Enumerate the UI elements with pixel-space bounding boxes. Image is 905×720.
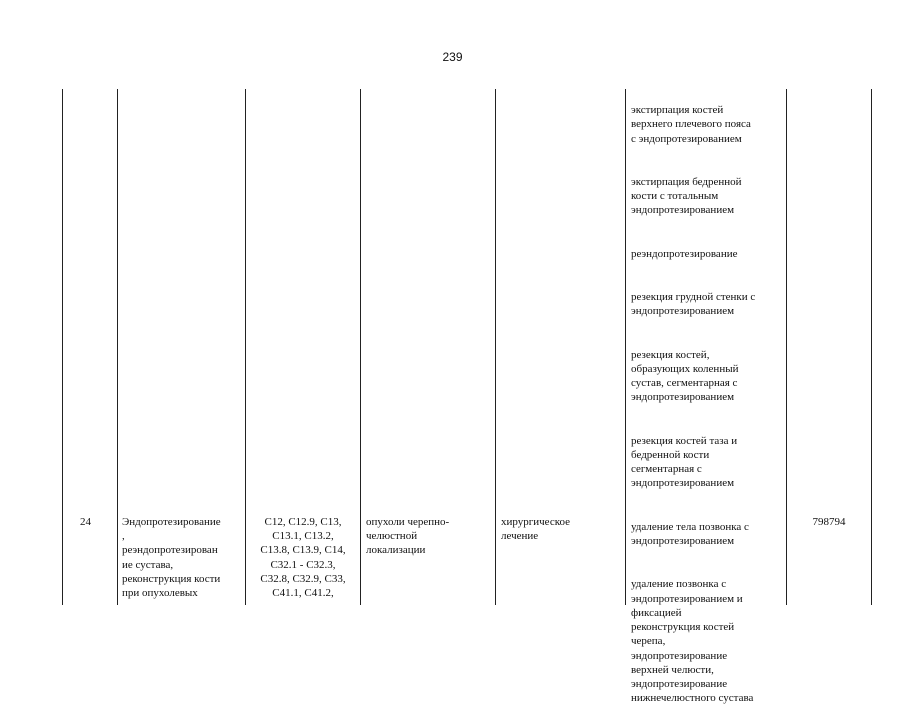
method-item: резекция костей таза и бедренной кости сегментарная с эндопротезированием [631,434,738,490]
method-item: экстирпация бедренной кости с тотальным эндопротезированием [631,176,742,217]
method-item: резекция грудной стенки с эндопротезированием [631,291,756,318]
table-column-border [625,89,626,605]
table-column-border [495,89,496,605]
table-column-border [117,89,118,605]
row-model-cell: опухоли черепно- челюстной локализации [366,516,450,557]
row-name-cell: Эндопротезирование , реэндопротезирован ие сустава, реконструкция кости при опухолевых [122,516,221,600]
table-column-border [360,89,361,605]
page-number: 239 [442,50,463,64]
row-number: 24 [80,516,91,528]
table-column-border [786,89,787,605]
method-item: удаление тела позвонка с эндопротезированием [631,520,749,548]
method-item: реэндопротезирование [631,247,738,260]
method-item: удаление позвонка с эндопротезированием и фиксацией реконструкция костей черепа, эндопротезирование верхней челюсти, эндопротезирование нижнечелюстного сустава [631,578,754,705]
table-column-border [871,89,872,605]
method-item: экстирпация костей верхнего плечевого пояса с эндопротезированием [631,104,751,145]
table-column-border [62,89,63,605]
method-item: резекция костей, образующих коленный сустав, сегментарная с эндопротезированием [631,348,739,404]
methods-cell [631,89,783,720]
row-codes-cell: C12, C12.9, C13, C13.1, C13.2, C13.8, C13.9, C14, C32.1 - C32.3, C32.8, C32.9, C33, C41.1, C41.2, [260,516,346,600]
row-treatment-cell: хирургическое лечение [501,516,571,543]
table-column-border [245,89,246,605]
row-cost-cell: 798794 [812,516,846,528]
